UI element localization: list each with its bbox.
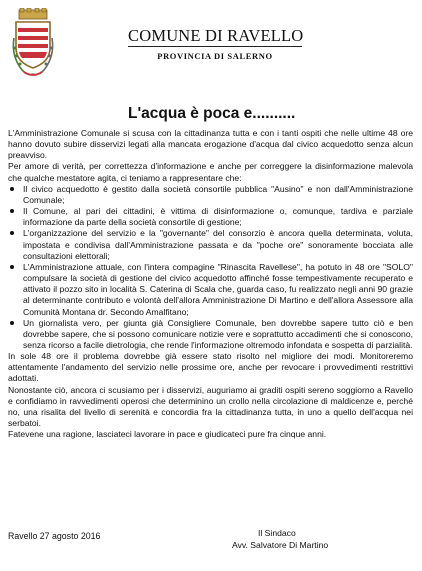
intro-paragraph: L'Amministrazione Comunale si scusa con la cittadinanza tutta e con i tanti ospiti che nelle ultime 48 ore hanno dovuto subire disservizi legati alla mancata erogazione d'acqua dal civico acquedotto senza alcun preavviso. — [8, 128, 413, 161]
document-title: L'acqua è poca e.......... — [128, 105, 296, 122]
bullet-icon — [10, 187, 14, 191]
list-item-text: Un giornalista vero, per giunta già Consigliere Comunale, ben dovrebbe sapere tutto ciò e ben dovrebbe sapere, che si possono comunicare notizie vere e soprattutto accadimenti che si conoscono, senza ricorso a facile dietrologia, che rende l'informazione oltremodo infondata e sospetta di parzialità. — [23, 317, 413, 350]
list-item — [8, 184, 413, 206]
paragraph-apology: Nonostante ciò, ancora ci scusiamo per i disservizi, auguriamo ai graditi ospiti sereno soggiorno a Ravello e confidiamo in ravvedimenti operosi che determinino un crollo nella circolazione di maldicenze e, perché no, una risalita del livello di serenità e concordia fra la cittadinanza tutta, in uno a quello dell'acqua nei serbatoi. — [8, 384, 413, 429]
header-divider — [128, 46, 302, 47]
list-item — [8, 206, 413, 228]
signature-name: Avv. Salvatore Di Martino — [232, 540, 329, 550]
paragraph-closing: Fatevene una ragione, lasciateci lavorare in pace e giudicateci pure fra cinque anni. — [8, 429, 327, 440]
list-item-text: L'organizzazione del servizio e la "governante" del consorzio è ancora quella determinata, voluta, impostata e condivisa dall'Amministrazione passata e da "poche ore" sonoramente bocciata alle consultazioni elettorali; — [23, 228, 413, 261]
signature-role: Il Sindaco — [258, 528, 296, 538]
bullet-icon — [10, 321, 14, 325]
municipality-name: COMUNE DI RAVELLO — [128, 26, 304, 45]
paragraph-premise: Per amore di verità, per correttezza d'informazione e anche per correggere la disinformazione malevola che qualche mestatore agita, ci teniamo a rappresentare che: — [8, 161, 413, 183]
document-date: Ravello 27 agosto 2016 — [8, 531, 101, 541]
bullet-icon — [10, 265, 14, 269]
document-body — [8, 128, 413, 440]
bullet-icon — [10, 231, 14, 235]
list-item — [8, 228, 413, 261]
bullet-list — [8, 184, 413, 351]
list-item-text: Il Comune, al pari dei cittadini, è vittima di disinformazione o, comunque, tardiva e parziale informazione da parte della società consortile di gestione; — [23, 206, 413, 228]
paragraph-monitoring: In sole 48 ore il problema dovrebbe già essere stato risolto nel migliore dei modi. Monitoreremo attentamente l'andamento del servizio nelle prossime ore, anche per revocare i provvedimenti restrittivi adottati. — [8, 351, 413, 384]
municipal-crest-icon — [10, 8, 56, 80]
province-name: PROVINCIA DI SALERNO — [157, 51, 273, 61]
list-item — [8, 262, 413, 318]
list-item — [8, 318, 413, 351]
list-item-text: Il civico acquedotto è gestito dalla società consortile pubblica "Ausino" e non dall'Amministrazione Comunale; — [23, 183, 413, 205]
list-item-text: L'Amministrazione attuale, con l'intera compagine "Rinascita Ravellese", ha potuto in 48 ore "SOLO" compulsare la società di gestione del civico acquedotto affinché fosse tempestivamente recuperato e attivato il pozzo sito in località S. Caterina di Scala che, guarda caso, fu realizzato negli anni 90 grazie al determinante contributo e volontà dell'allora Amministrazione Di Martino e dell'allora Assessore alla Comunità Montana dr. Secondo Amalfitano; — [23, 261, 413, 317]
bullet-icon — [10, 209, 14, 213]
